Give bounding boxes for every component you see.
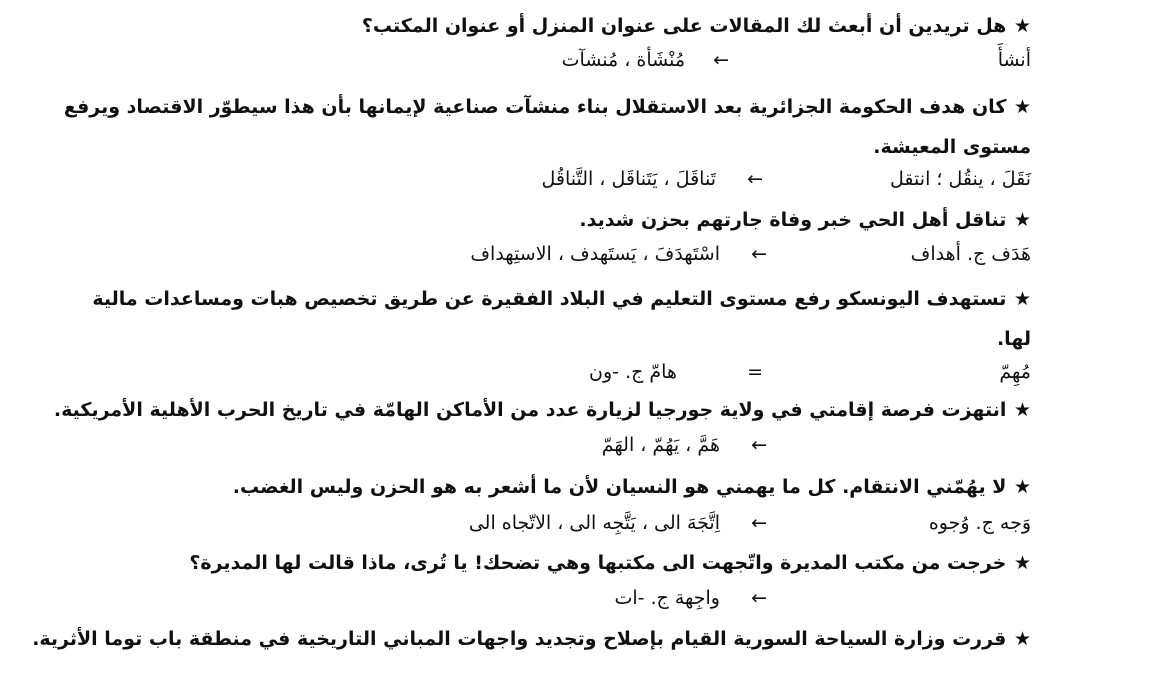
example-text: انتهزت فرصة إقامتي في ولاية جورجيا لزيارة عدد من الأماكن الهامّة في تاريخ الحرب الأهلية الأمريكية. (53, 399, 1007, 421)
vocab-entry (96, 46, 1031, 74)
vocab-entry (96, 431, 1031, 459)
example-sentence (92, 285, 1031, 313)
star-bullet-icon: ★ (1013, 476, 1031, 498)
vocab-root: هَدَف ج. أهداف (910, 243, 1031, 265)
vocab-entry (96, 358, 1031, 386)
vocab-root: مُهِمّ (999, 361, 1031, 383)
example-text: تستهدف اليونسكو رفع مستوى التعليم في البلاد الفقيرة عن طريق تخصيص هبات ومساعدات مالية (92, 288, 1007, 310)
arrow-icon: ← (751, 512, 767, 534)
star-bullet-icon: ★ (1013, 399, 1031, 421)
vocab-derived: هامّ ج. -ون (589, 361, 677, 383)
example-text: لا يهُمّني الانتقام. كل ما يهمني هو النسيان لأن ما أشعر به هو الحزن وليس الغضب. (232, 476, 1007, 498)
arrow-icon: ← (713, 49, 729, 71)
example-sentence (63, 93, 1031, 121)
arrow-icon: ← (747, 168, 763, 190)
star-bullet-icon: ★ (1013, 96, 1031, 118)
arrow-icon: ← (751, 587, 767, 609)
vocab-derived: اِتَّجَهَ الى ، يَتَّجِه الى ، الاتّجاه الى (468, 512, 720, 534)
vocab-derived: اسْتَهدَفَ ، يَستَهدف ، الاستِهداف (470, 243, 720, 265)
vocab-entry (96, 240, 1031, 268)
vocab-derived: مُنْشَأة ، مُنشآت (561, 49, 685, 71)
star-bullet-icon: ★ (1013, 288, 1031, 310)
example-text: تناقل أهل الحي خبر وفاة جارتهم بحزن شديد. (579, 209, 1007, 231)
vocab-entry (96, 165, 1031, 193)
example-sentence (96, 12, 1031, 40)
vocab-derived: هَمَّ ، يَهُمّ ، الهَمّ (601, 434, 720, 456)
arrow-icon: ← (751, 434, 767, 456)
example-continuation (96, 133, 1031, 161)
vocab-entry (96, 584, 1031, 612)
example-sentence (32, 625, 1031, 653)
vocab-derived: واجِهة ج. -ات (614, 587, 720, 609)
example-text: كان هدف الحكومة الجزائرية بعد الاستقلال بناء منشآت صناعية لإيمانها بأن هذا سيطوّر الاقتصاد ويرفع (63, 96, 1007, 118)
example-text: قررت وزارة السياحة السورية القيام بإصلاح وتجديد واجهات المباني التاريخية في منطقة باب توما الأثرية. (32, 628, 1007, 650)
example-text: خرجت من مكتب المديرة واتّجهت الى مكتبها وهي تضحك! يا تُرى، ماذا قالت لها المديرة؟ (189, 552, 1007, 574)
example-sentence (96, 473, 1031, 501)
vocab-derived: تَناقَلَ ، يَتَناقَل ، التَّناقُل (541, 168, 716, 190)
example-sentence (96, 549, 1031, 577)
example-sentence (53, 396, 1031, 424)
star-bullet-icon: ★ (1013, 15, 1031, 37)
example-text: هل تريدين أن أبعث لك المقالات على عنوان المنزل أو عنوان المكتب؟ (361, 15, 1007, 37)
vocab-entry (96, 509, 1031, 537)
vocab-root: أنشأَ (997, 49, 1031, 71)
example-text: لها. (996, 328, 1031, 350)
star-bullet-icon: ★ (1013, 209, 1031, 231)
example-sentence (96, 206, 1031, 234)
star-bullet-icon: ★ (1013, 628, 1031, 650)
example-text: مستوى المعيشة. (873, 136, 1031, 158)
arrow-icon: ← (751, 243, 767, 265)
star-bullet-icon: ★ (1013, 552, 1031, 574)
example-continuation (96, 325, 1031, 353)
vocab-root: نَقَلَ ، ينقُل ؛ انتقل (890, 168, 1031, 190)
vocab-root: وَجه ج. وُجوه (928, 512, 1031, 534)
equals-sign: = (747, 361, 763, 383)
